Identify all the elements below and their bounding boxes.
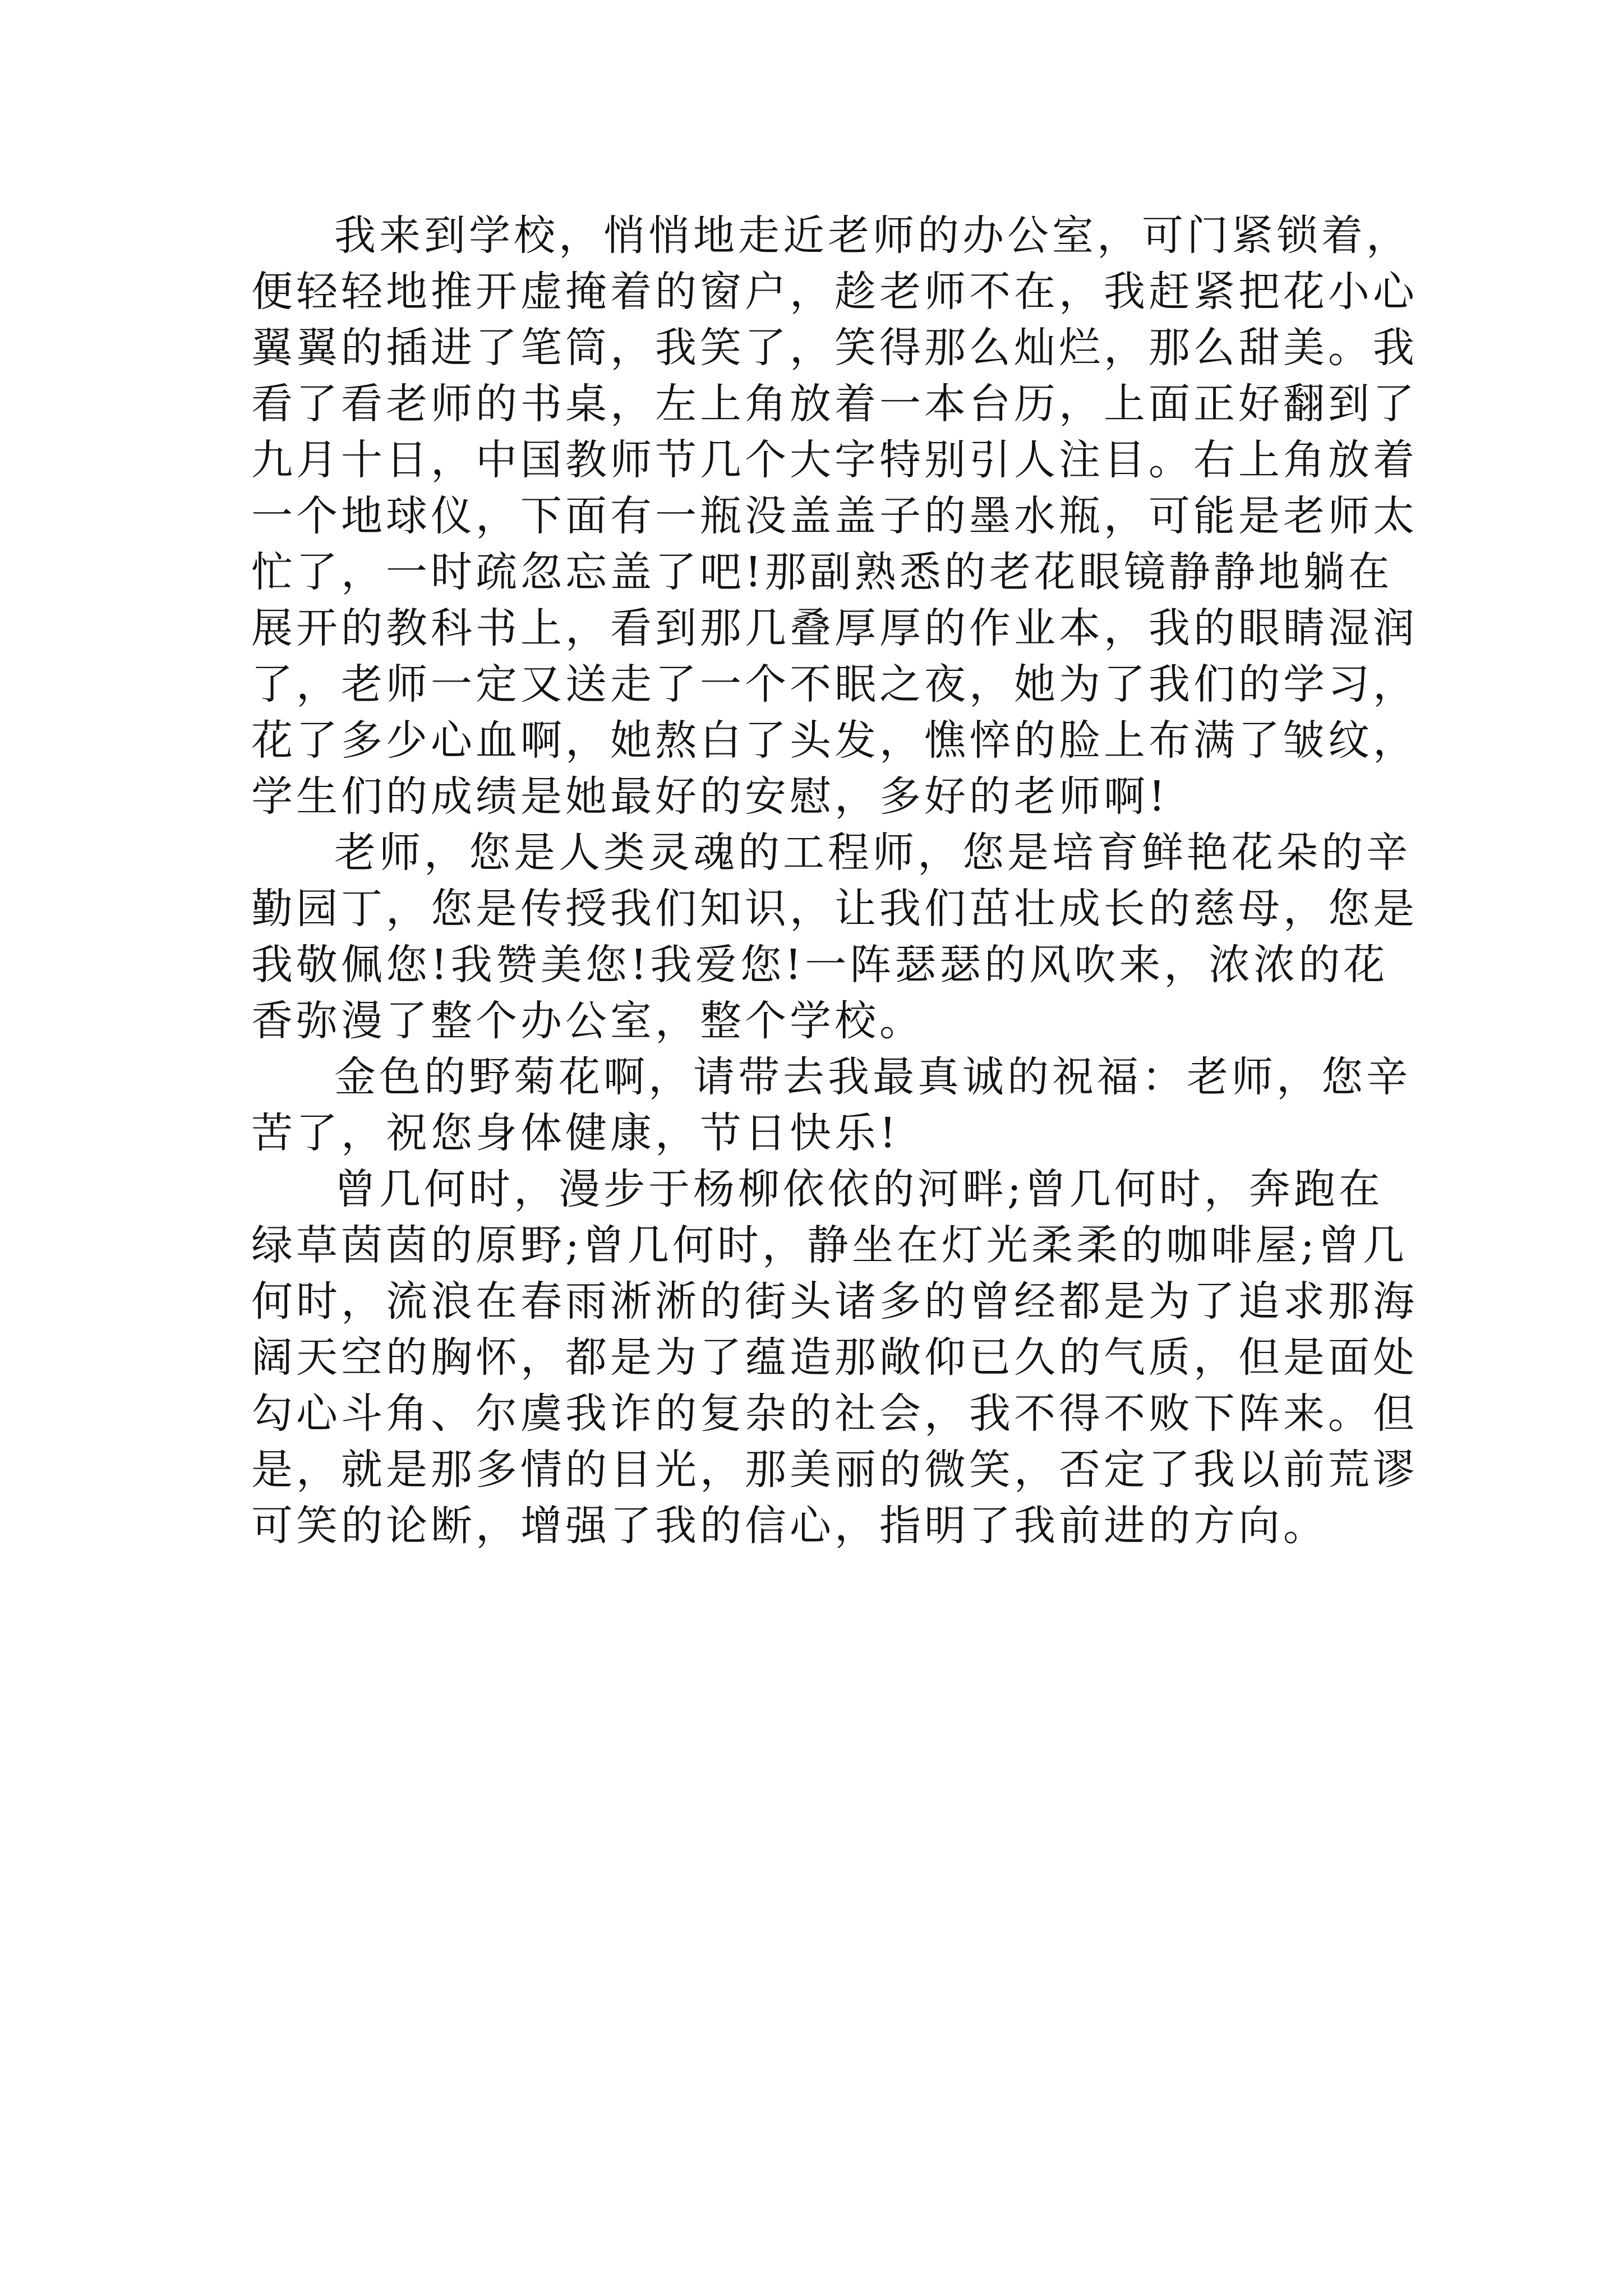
text-line: 我来到学校，悄悄地走近老师的办公室，可门紧锁着， [334, 211, 1411, 260]
paragraph-3 [251, 1049, 1411, 1161]
text-line: 苦了，祝您身体健康，节日快乐! [251, 1109, 900, 1157]
text-line: 学生们的成绩是她最好的安慰，多好的老师啊! [251, 772, 1169, 821]
text-line: 老师，您是人类灵魂的工程师，您是培育鲜艳花朵的辛 [334, 829, 1411, 877]
text-line: 了，老师一定又送走了一个不眠之夜，她为了我们的学习， [251, 660, 1418, 708]
text-line: 是，就是那多情的目光，那美丽的微笑，否定了我以前荒谬 [251, 1446, 1418, 1494]
document-body [251, 208, 1418, 1554]
text-line: 便轻轻地推开虚掩着的窗户，趁老师不在，我赶紧把花小心 [251, 268, 1418, 316]
text-line: 何时，流浪在春雨淅淅的街头诸多的曾经都是为了追求那海 [251, 1277, 1418, 1326]
text-line: 我敬佩您!我赞美您!我爱您!一阵瑟瑟的风吹来，浓浓的花 [251, 941, 1389, 989]
text-line: 勾心斗角、尔虞我诈的复杂的社会，我不得不败下阵来。但 [251, 1389, 1418, 1438]
text-line: 看了看老师的书桌，左上角放着一本台历，上面正好翻到了 [251, 380, 1418, 428]
text-line: 忙了，一时疏忽忘盖了吧!那副熟悉的老花眼镜静静地躺在 [251, 548, 1393, 596]
text-line: 展开的教科书上，看到那几叠厚厚的作业本，我的眼睛湿润 [251, 604, 1418, 652]
text-line: 花了多少心血啊，她熬白了头发，憔悴的脸上布满了皱纹， [251, 716, 1418, 765]
paragraph-2 [251, 825, 1418, 1049]
text-line: 可笑的论断，增强了我的信心，指明了我前进的方向。 [251, 1502, 1328, 1550]
text-line: 绿草茵茵的原野;曾几何时，静坐在灯光柔柔的咖啡屋;曾几 [251, 1221, 1408, 1269]
paragraph-4 [251, 1161, 1418, 1554]
text-line: 金色的野菊花啊，请带去我最真诚的祝福：老师，您辛 [334, 1053, 1411, 1101]
text-line: 曾几何时，漫步于杨柳依依的河畔;曾几何时，奔跑在 [334, 1165, 1384, 1213]
text-line: 九月十日，中国教师节几个大字特别引人注目。右上角放着 [251, 436, 1418, 484]
text-line: 阔天空的胸怀，都是为了蕴造那敞仰已久的气质，但是面处 [251, 1333, 1418, 1382]
paragraph-1 [251, 208, 1418, 825]
text-line: 一个地球仪，下面有一瓶没盖盖子的墨水瓶，可能是老师太 [251, 492, 1418, 540]
text-line: 翼翼的插进了笔筒，我笑了，笑得那么灿烂，那么甜美。我 [251, 324, 1418, 372]
text-line: 香弥漫了整个办公室，整个学校。 [251, 997, 924, 1045]
text-line: 勤园丁，您是传授我们知识，让我们茁壮成长的慈母，您是 [251, 885, 1418, 933]
